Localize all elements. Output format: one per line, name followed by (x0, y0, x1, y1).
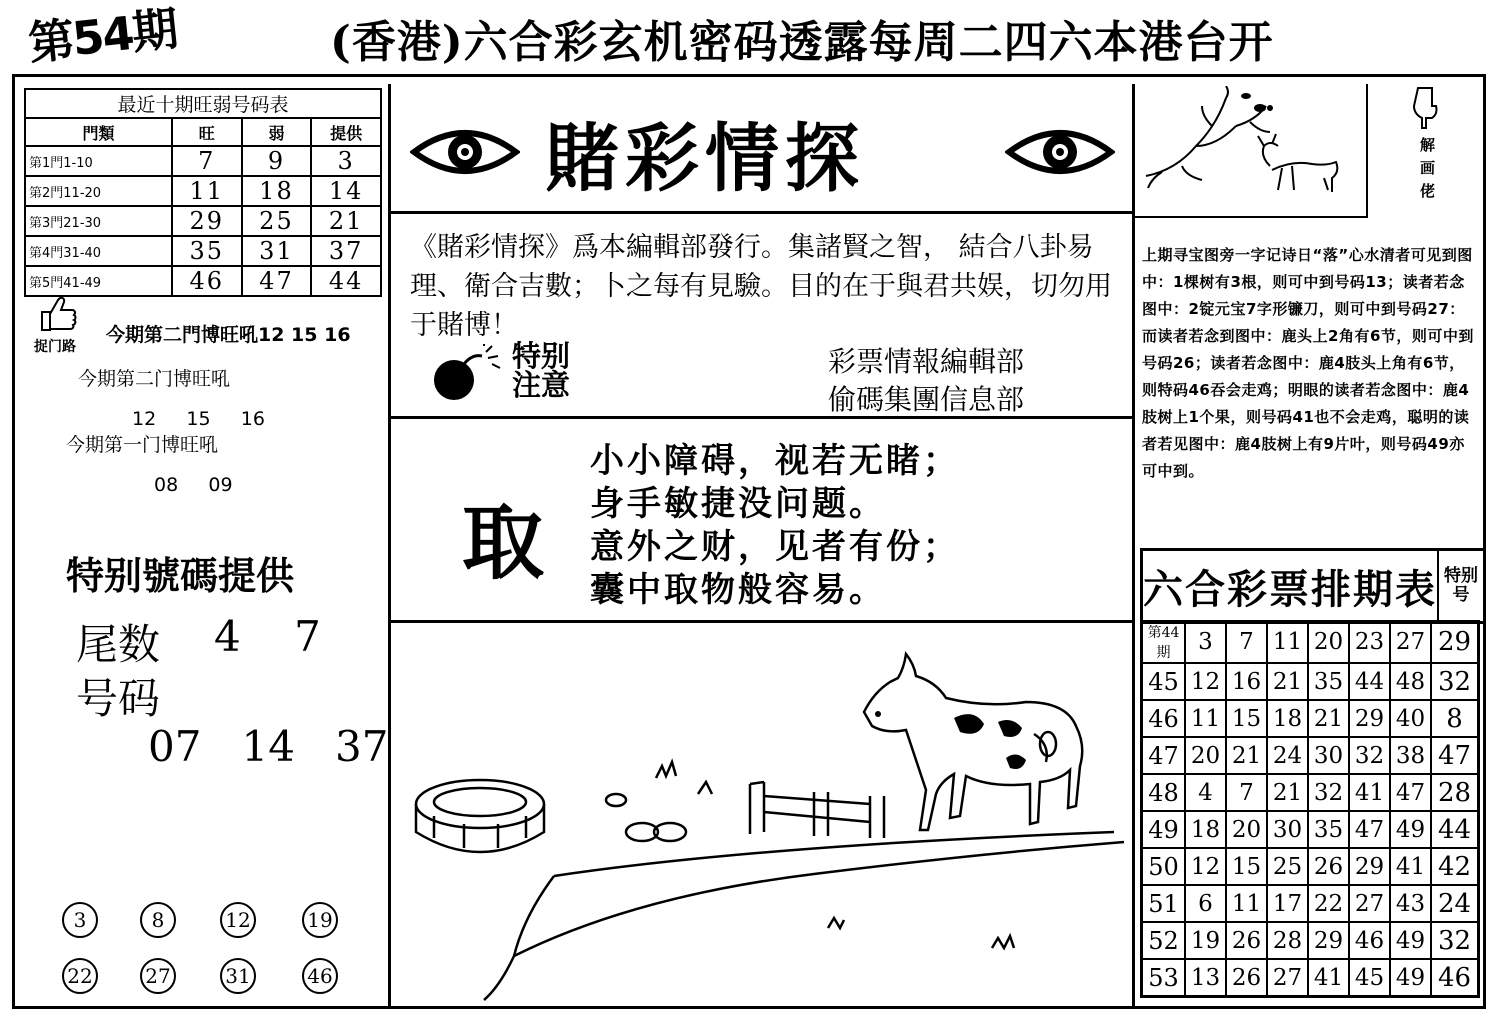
schedule-number: 11 (1267, 621, 1308, 663)
notice-label (512, 339, 571, 402)
col-header: 提供 (311, 118, 381, 146)
cell-wang: 11 (172, 176, 242, 206)
eye-icon (1005, 120, 1115, 184)
tail-values: 4 7 (214, 612, 321, 661)
schedule-row (1142, 663, 1479, 700)
schedule-number: 28 (1267, 922, 1308, 959)
schedule-number: 26 (1308, 848, 1349, 885)
schedule-body (1140, 620, 1480, 998)
schedule-period: 46 (1142, 700, 1186, 737)
schedule-number: 17 (1267, 885, 1308, 922)
schedule-number: 24 (1267, 737, 1308, 774)
schedule-number: 46 (1349, 922, 1390, 959)
schedule-special: 29 (1431, 621, 1479, 663)
schedule-number: 43 (1390, 885, 1431, 922)
tip-line-2: 今期第二门博旺吼 (78, 368, 231, 390)
notice-label-line-2: 注意 (512, 368, 571, 402)
schedule-number: 21 (1267, 774, 1308, 811)
puzzle-label-char: 佬 (1420, 182, 1436, 200)
cell-tigong: 21 (311, 206, 381, 236)
col-header: 門類 (25, 118, 172, 146)
schedule-row (1142, 700, 1479, 737)
schedule-number: 40 (1390, 700, 1431, 737)
issue-number: 第54期 (25, 1, 179, 71)
number-circle: 46 (302, 958, 338, 994)
schedule-number: 30 (1267, 811, 1308, 848)
department-1: 彩票情報編輯部 (828, 345, 1025, 378)
cell-tigong: 3 (311, 146, 381, 176)
puzzle-label-char: 解 (1420, 136, 1436, 154)
schedule-period: 53 (1142, 959, 1186, 997)
tip-line-2-numbers: 12 15 16 (132, 408, 265, 430)
divider-right (1132, 84, 1135, 1006)
number-circle: 19 (302, 902, 338, 938)
schedule-number: 23 (1349, 621, 1390, 663)
col-header: 弱 (242, 118, 312, 146)
schedule-number: 48 (1390, 663, 1431, 700)
puzzle-illustration (394, 626, 1130, 1004)
divider-left (388, 84, 391, 1006)
cell-ruo: 31 (242, 236, 312, 266)
puzzle-box-right (1366, 84, 1368, 218)
number-circle: 12 (220, 902, 256, 938)
schedule-period: 45 (1142, 663, 1186, 700)
schedule-period: 50 (1142, 848, 1186, 885)
puzzle-label-char: 画 (1420, 159, 1436, 177)
schedule-number: 47 (1349, 811, 1390, 848)
poem (590, 440, 960, 612)
table-row (25, 236, 381, 266)
schedule-number: 38 (1390, 737, 1431, 774)
thumbs-up-icon (36, 294, 80, 334)
schedule-special: 46 (1431, 959, 1479, 997)
schedule-row (1142, 848, 1479, 885)
schedule-number: 32 (1349, 737, 1390, 774)
number-circle: 22 (62, 958, 98, 994)
cell-wang: 46 (172, 266, 242, 296)
schedule-special: 42 (1431, 848, 1479, 885)
schedule-special: 32 (1431, 663, 1479, 700)
special-numbers-title: 特别號碼提供 (66, 554, 295, 598)
schedule-number: 15 (1226, 848, 1267, 885)
schedule-row (1142, 811, 1479, 848)
number-circle: 31 (220, 958, 256, 994)
number-circle: 27 (140, 958, 176, 994)
schedule-period: 48 (1142, 774, 1186, 811)
schedule-number: 26 (1226, 959, 1267, 997)
cell-ruo: 18 (242, 176, 312, 206)
puzzle-label (1420, 134, 1435, 203)
schedule-special: 44 (1431, 811, 1479, 848)
number-label: 号码 (76, 674, 161, 723)
poem-line: 身手敏捷没问题。 (590, 484, 886, 524)
table-row (25, 176, 381, 206)
schedule-special: 8 (1431, 700, 1479, 737)
schedule-special: 32 (1431, 922, 1479, 959)
page-title: 賭彩情探 (545, 116, 865, 202)
cell-tigong: 14 (311, 176, 381, 206)
schedule-number: 29 (1349, 700, 1390, 737)
department-2: 偷碼集團信息部 (828, 383, 1025, 416)
schedule-row (1142, 922, 1479, 959)
tip-line-3-numbers: 08 09 (154, 474, 233, 496)
cell-wang: 29 (172, 206, 242, 236)
schedule-period: 51 (1142, 885, 1186, 922)
pointing-hand-icon (1412, 86, 1440, 130)
number-values: 07 14 37 (148, 722, 389, 771)
tip-label: 捉门路 (34, 339, 76, 355)
cell-wang: 7 (172, 146, 242, 176)
schedule-period: 49 (1142, 811, 1186, 848)
schedule-row (1142, 774, 1479, 811)
schedule-number: 47 (1390, 774, 1431, 811)
schedule-number: 13 (1185, 959, 1226, 997)
tail-label: 尾数 (76, 620, 161, 669)
row-label: 第1門1-10 (25, 146, 172, 176)
notice-label-line-1: 特别 (512, 339, 571, 373)
schedule-number: 49 (1390, 922, 1431, 959)
schedule-number: 18 (1185, 811, 1226, 848)
schedule-number: 12 (1185, 663, 1226, 700)
eye-icon (410, 120, 520, 184)
schedule-period: 47 (1142, 737, 1186, 774)
row-label: 第5門41-49 (25, 266, 172, 296)
big-character: 取 (462, 496, 545, 591)
schedule-number: 11 (1226, 885, 1267, 922)
schedule-number: 41 (1390, 848, 1431, 885)
cell-ruo: 25 (242, 206, 312, 236)
row-label: 第3門21-30 (25, 206, 172, 236)
col-header: 旺 (172, 118, 242, 146)
schedule-special: 24 (1431, 885, 1479, 922)
schedule-row (1142, 621, 1479, 663)
schedule-number: 32 (1308, 774, 1349, 811)
puzzle-explanation: 上期寻宝图旁一字记诗日“落”心水清者可见到图中：1棵树有3根，则可中到号码13；读者若念图中：2锭元宝7字形镰刀，则可中到号码27：而读者若念到图中：鹿头上2角有6节，则可中到号码26；读者若念图中：鹿4肢头上角有6节，则特码46吞会走鸡；明眼的读者若念图中：鹿4肢树上1个果，则号码41也不会走鸡，聪明的读者若见图中：鹿4肢树上有9片叶，则号码49亦可中到。 (1142, 246, 1474, 480)
schedule-special: 28 (1431, 774, 1479, 811)
schedule-number: 7 (1226, 621, 1267, 663)
schedule-number: 22 (1308, 885, 1349, 922)
schedule-number: 35 (1308, 663, 1349, 700)
schedule-number: 27 (1390, 621, 1431, 663)
cell-ruo: 47 (242, 266, 312, 296)
schedule-number: 45 (1349, 959, 1390, 997)
schedule-number: 27 (1349, 885, 1390, 922)
cell-tigong: 44 (311, 266, 381, 296)
tree-deer-illustration (1142, 86, 1360, 196)
schedule-number: 19 (1185, 922, 1226, 959)
table-row (25, 266, 381, 296)
schedule-number: 41 (1349, 774, 1390, 811)
schedule-row (1142, 959, 1479, 997)
schedule-number: 29 (1308, 922, 1349, 959)
schedule-number: 35 (1308, 811, 1349, 848)
page-headline: (香港)六合彩玄机密码透露每周二四六本港台开 (330, 17, 1274, 68)
cell-ruo: 9 (242, 146, 312, 176)
schedule-number: 30 (1308, 737, 1349, 774)
divider-poem (388, 620, 1135, 623)
table-row (25, 146, 381, 176)
schedule-number: 7 (1226, 774, 1267, 811)
schedule-number: 20 (1226, 811, 1267, 848)
number-circle: 8 (140, 902, 176, 938)
poem-line: 意外之财，见者有份； (590, 527, 960, 567)
schedule-number: 18 (1267, 700, 1308, 737)
schedule-number: 26 (1226, 922, 1267, 959)
schedule-number: 44 (1349, 663, 1390, 700)
cell-tigong: 37 (311, 236, 381, 266)
schedule-number: 20 (1308, 621, 1349, 663)
number-circle: 3 (62, 902, 98, 938)
schedule-row (1142, 885, 1479, 922)
schedule-number: 27 (1267, 959, 1308, 997)
schedule-number: 11 (1185, 700, 1226, 737)
schedule-special: 47 (1431, 737, 1479, 774)
schedule-number: 12 (1185, 848, 1226, 885)
poem-line: 囊中取物般容易。 (590, 570, 886, 610)
poem-line: 小小障碍，视若无睹； (590, 441, 960, 481)
schedule-number: 16 (1226, 663, 1267, 700)
row-label: 第4門31-40 (25, 236, 172, 266)
schedule-number: 41 (1308, 959, 1349, 997)
schedule-number: 15 (1226, 700, 1267, 737)
schedule-number: 49 (1390, 959, 1431, 997)
schedule-number: 21 (1308, 700, 1349, 737)
schedule-number: 3 (1185, 621, 1226, 663)
schedule-table (1140, 548, 1486, 624)
cell-wang: 35 (172, 236, 242, 266)
schedule-number: 6 (1185, 885, 1226, 922)
schedule-number: 29 (1349, 848, 1390, 885)
schedule-period: 52 (1142, 922, 1186, 959)
tip-line-3: 今期第一门博旺吼 (66, 434, 219, 456)
tip-line-1: 今期第二門博旺吼12 15 16 (106, 324, 351, 346)
row-label: 第2門11-20 (25, 176, 172, 206)
schedule-number: 4 (1185, 774, 1226, 811)
schedule-row (1142, 737, 1479, 774)
table-row (25, 206, 381, 236)
special-header: 特别号 (1438, 550, 1485, 623)
schedule-period: 第44期 (1142, 621, 1186, 663)
schedule-number: 21 (1267, 663, 1308, 700)
intro-text: 《賭彩情探》爲本編輯部發行。集諸賢之智， 結合八卦易理、衛合吉數；卜之每有見驗。目的在于與君共娱，切勿用于賭博！ (410, 232, 1112, 341)
schedule-number: 21 (1226, 737, 1267, 774)
schedule-number: 49 (1390, 811, 1431, 848)
schedule-number: 20 (1185, 737, 1226, 774)
puzzle-box-bottom (1135, 216, 1368, 218)
divider-title (388, 211, 1135, 214)
schedule-title: 六合彩票排期表 (1142, 550, 1439, 623)
bomb-icon (430, 344, 506, 402)
schedule-number: 25 (1267, 848, 1308, 885)
weak-strong-table (24, 88, 382, 297)
table-caption: 最近十期旺弱号码表 (25, 89, 381, 118)
